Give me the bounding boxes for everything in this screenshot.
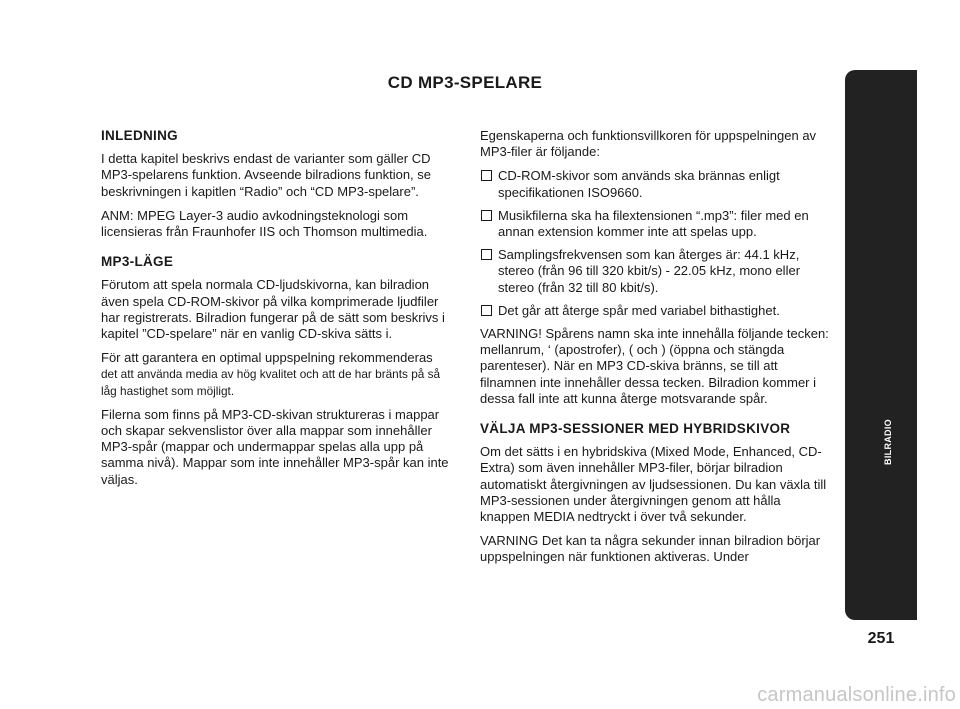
folder-structure-paragraph: Filerna som finns på MP3-CD-skivan struktureras i mappar och skapar sekvenslistor över alla mappar som innehåller MP3-spår (mappar och undermappar spelas alla upp på samma nivå). Mappar som inte innehåller MP3-spår kan inte väljas. [101, 406, 449, 487]
right-column [480, 128, 830, 574]
page-number: 251 [867, 630, 895, 647]
properties-intro: Egenskaperna och funktionsvillkoren för uppspelningen av MP3-filer är följande: [480, 128, 817, 160]
checkbox-bullet-icon [481, 305, 492, 316]
left-column [101, 128, 453, 496]
heading-intro: INLEDNING [101, 128, 178, 143]
intro-paragraph: I detta kapitel beskrivs endast de varianter som gäller CD MP3-spelarens funktion. Avseende bilradions funktion, se beskrivningen i kapitlen “Radio” och “CD MP3-spelare”. [101, 151, 432, 199]
heading-mp3-mode: MP3-LÄGE [101, 254, 174, 270]
quality-recommendation-rest: det att använda media av hög kvalitet och att de har bränts på så låg hastighet som möjligt. [101, 367, 441, 398]
chapter-tab-label [883, 419, 893, 465]
chapter-side-tab [845, 70, 917, 620]
checkbox-bullet-icon [481, 249, 492, 260]
quality-recommendation-line1: För att garantera en optimal uppspelning rekommenderas [101, 350, 433, 366]
heading-hybrid-sessions: VÄLJA MP3-SESSIONER MED HYBRIDSKIVOR [480, 421, 791, 437]
bullet-text: Samplingsfrekvensen som kan återges är: 44.1 kHz, stereo (från 96 till 320 kbit/s) - 22.05 kHz, mono eller stereo (från 32 till 80 kbit/s). [498, 247, 801, 295]
warning-startup-delay: VARNING Det kan ta några sekunder innan bilradion börjar uppspelningen när funktionen aktiveras. Under [480, 533, 821, 565]
checkbox-bullet-icon [481, 170, 492, 181]
mp3-mode-paragraph: Förutom att spela normala CD-ljudskivorna, kan bilradion även spela CD-ROM-skivor på vilka komprimerade ljudfiler har registrerats. Bilradion fungerar på de sätt som beskrivs i kapitel ”CD-spelare” när en vanlig CD-skiva sätts i. [101, 277, 445, 342]
warning-filenames: VARNING! Spårens namn ska inte innehålla följande tecken: mellanrum, ‘ (apostrofer), ( och ) (öppna och stängda parenteser). När en MP3 CD-skiva bränns, se till att filnamnen inte innehåller dessa tecken. Bilradion kommer i dessa fall inte att kunna återge motsvarande spår. [480, 326, 829, 406]
bullet-text: Musikfilerna ska ha filextensionen “.mp3”: filer med en annan extension kommer inte att spelas upp. [498, 207, 809, 240]
bullet-item [480, 247, 830, 296]
bullet-text: Det går att återge spår med variabel bithastighet. [498, 302, 780, 318]
page-title: CD MP3-SPELARE [387, 73, 543, 92]
hybrid-paragraph: Om det sätts i en hybridskiva (Mixed Mode, Enhanced, CD-Extra) som även innehåller MP3-filer, börjar bilradion automatiskt återgivningen av ljudsessionen. Du kan växla till MP3-sessionen under återgivningen genom att hålla knappen MEDIA nedtryckt i över två sekunder. [480, 444, 827, 525]
bullet-text: CD-ROM-skivor som används ska brännas enligt specifikationen ISO9660. [498, 168, 780, 200]
watermark: carmanualsonline.info [757, 684, 956, 706]
checkbox-bullet-icon [481, 210, 492, 221]
bullet-item [480, 303, 830, 319]
quality-recommendation [101, 350, 453, 399]
bullet-item [480, 208, 830, 240]
license-note: ANM: MPEG Layer-3 audio avkodningsteknologi som licensieras från Fraunhofer IIS och Thomson multimedia. [101, 207, 428, 240]
bullet-item [480, 168, 830, 200]
chapter-tab-text: BILRADIO [883, 419, 893, 465]
